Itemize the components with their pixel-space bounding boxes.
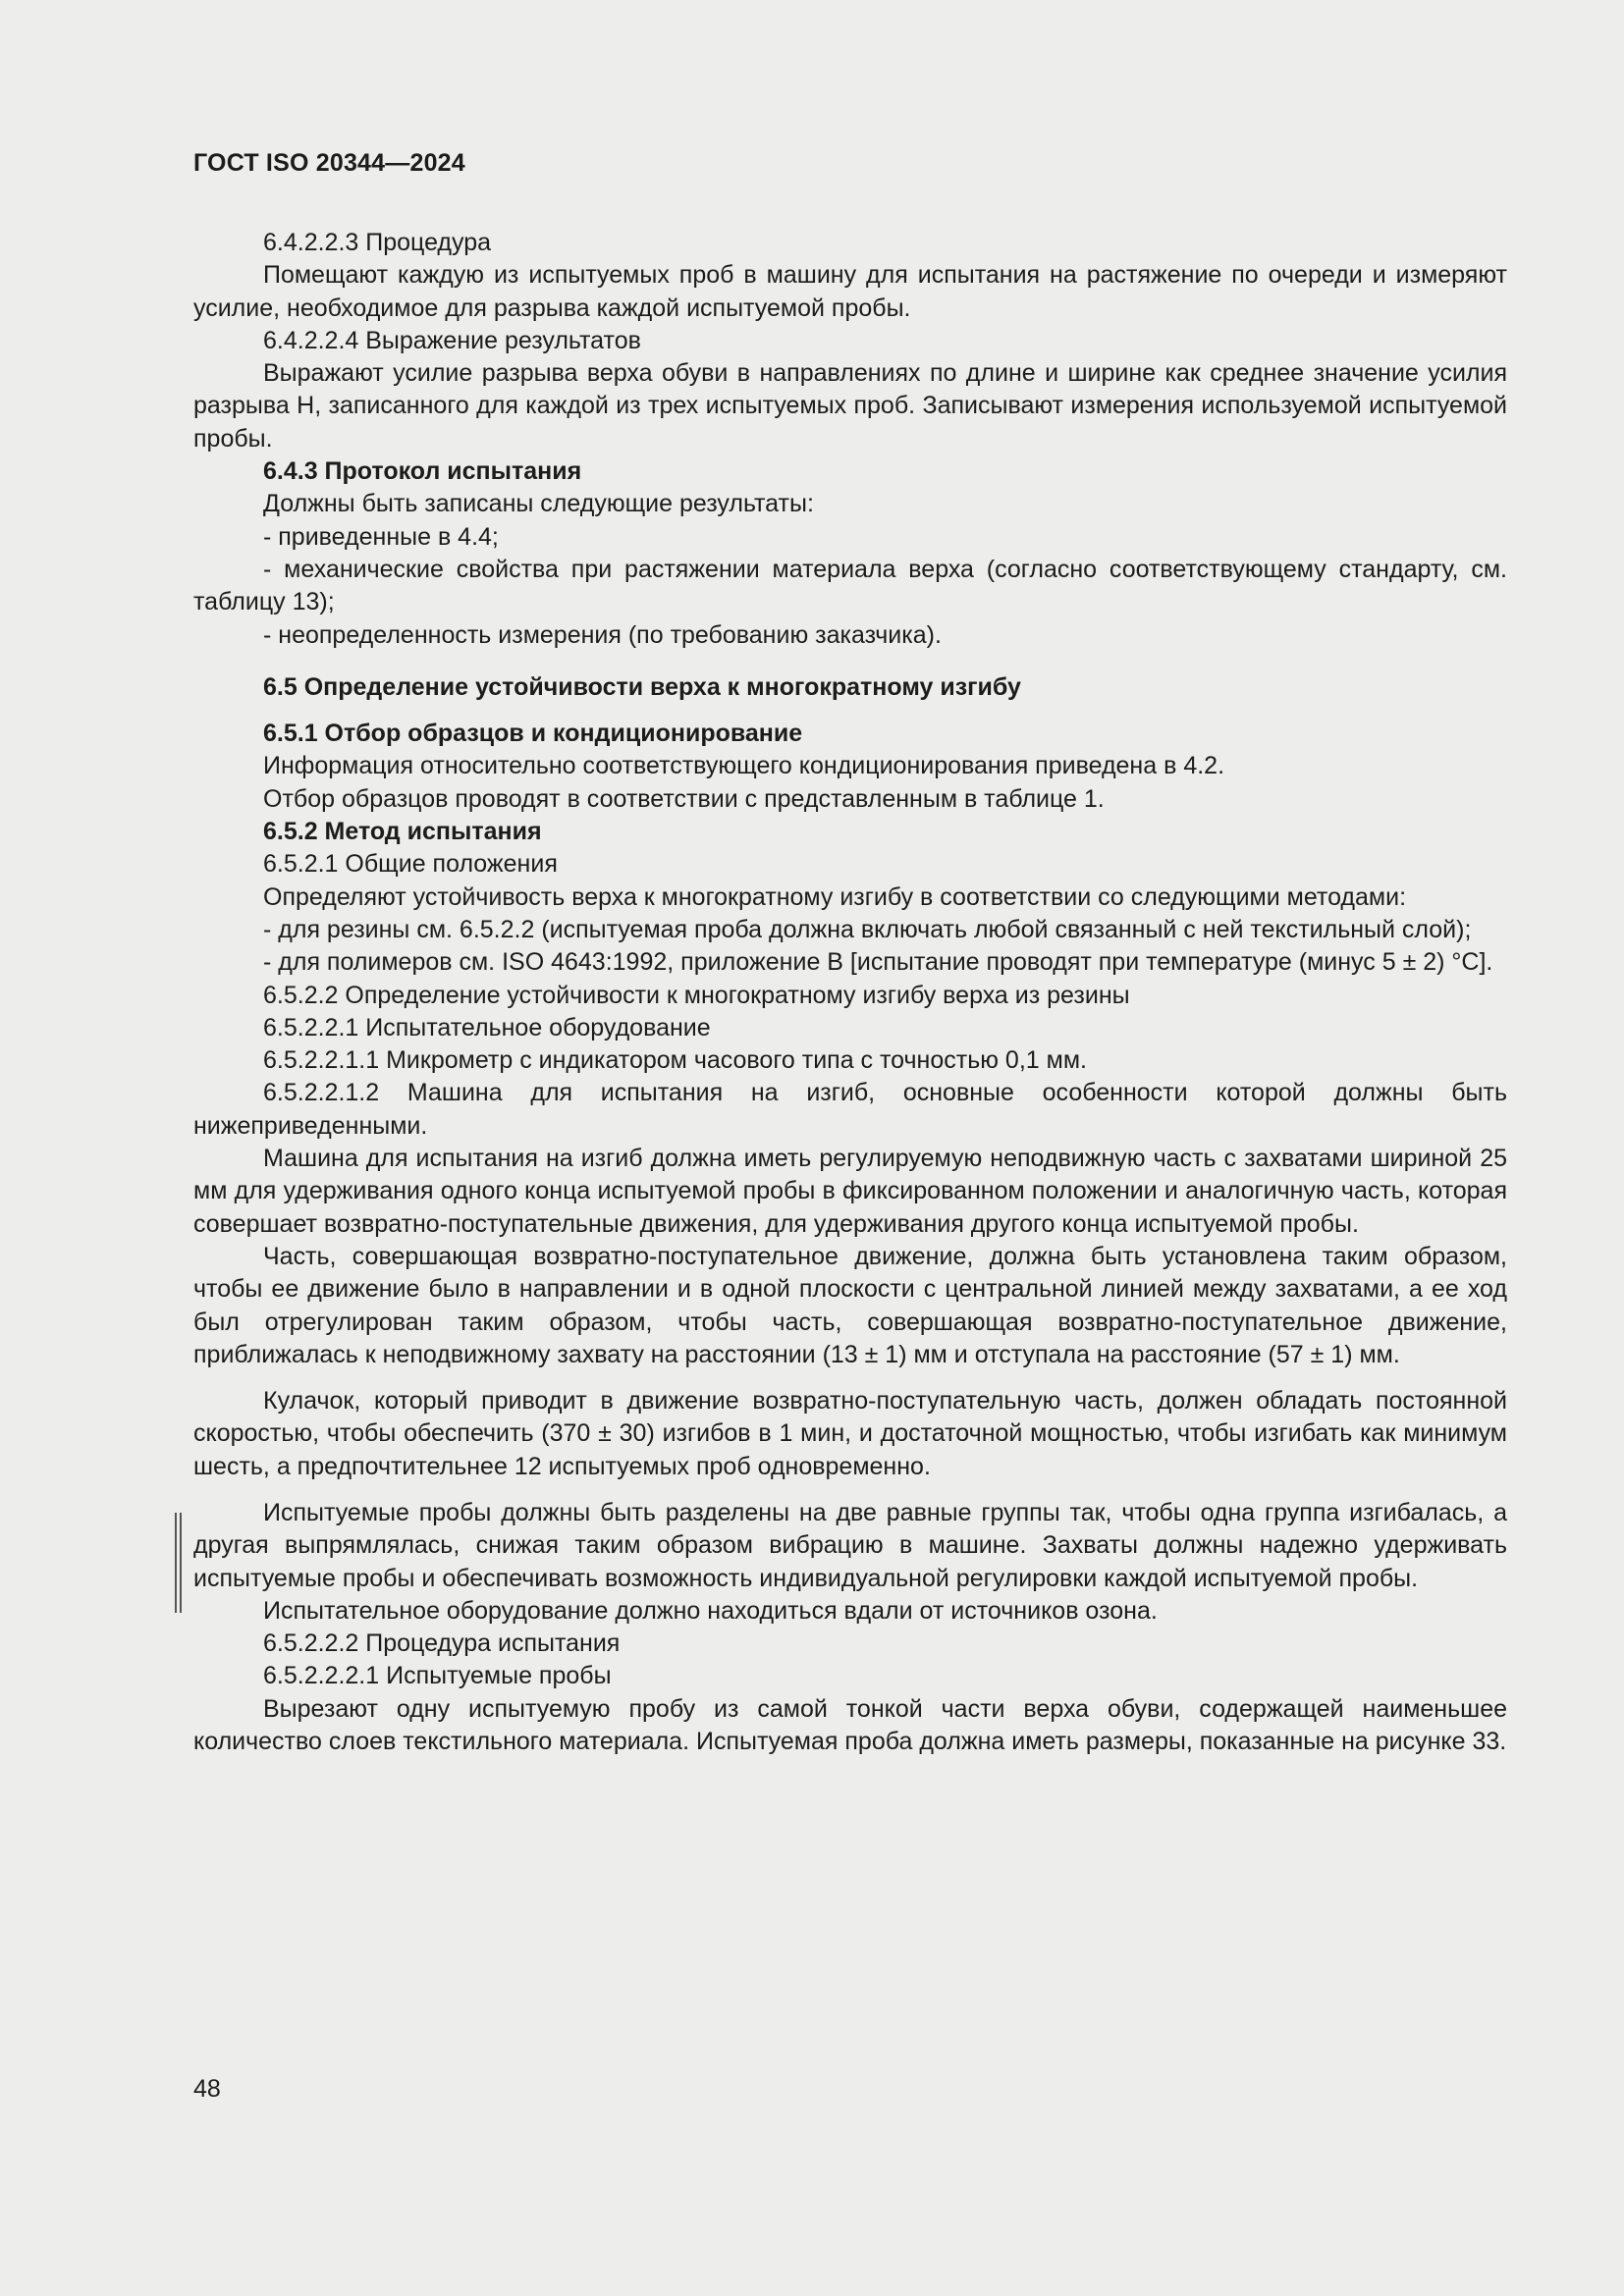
body-paragraph: Информация относительно соответствующего кондиционирования приведена в 4.2.: [263, 752, 1225, 780]
list-item: - для резины см. 6.5.2.2 (испытуемая проба должна включать любой связанный с ней текстильный слой);: [263, 915, 1472, 943]
subsection-heading: 6.5.2.1 Общие положения: [263, 850, 558, 879]
body-paragraph: Вырезают одну испытуемую пробу из самой тонкой части верха обуви, содержащей наименьшее количество слоев текстильного материала. Испытуемая проба должна иметь размеры, показанные на рисунке 33.: [193, 1694, 1507, 1756]
section-heading: 6.4.3 Протокол испытания: [263, 457, 582, 486]
body-paragraph: Определяют устойчивость верха к многократному изгибу в соответствии со следующими методами:: [263, 882, 1407, 911]
subsection-heading: 6.5.2.2.1 Испытательное оборудование: [263, 1013, 711, 1041]
document-body: [193, 227, 1507, 1758]
list-item: - неопределенность измерения (по требованию заказчика).: [263, 620, 942, 649]
body-paragraph: 6.5.2.2.1.1 Микрометр с индикатором часового типа с точностью 0,1 мм.: [263, 1046, 1087, 1075]
section-heading: 6.5.1 Отбор образцов и кондиционирование: [263, 720, 803, 748]
subsection-heading: 6.5.2.2.2.1 Испытуемые пробы: [263, 1662, 612, 1690]
list-item: - приведенные в 4.4;: [263, 522, 499, 551]
section-heading: 6.5 Определение устойчивости верха к многократному изгибу: [263, 672, 1021, 701]
body-paragraph: Помещают каждую из испытуемых проб в машину для испытания на растяжение по очереди и измеряют усилие, необходимое для разрыва каждой испытуемой пробы.: [193, 261, 1507, 322]
subsection-heading: 6.5.2.2.2 Процедура испытания: [263, 1629, 621, 1658]
revision-marker: [175, 1513, 182, 1613]
body-paragraph: Часть, совершающая возвратно-поступательное движение, должна быть установлена таким образом, чтобы ее движение было в направлении и в одной плоскости с центральной линией между захватами, а ее ход был отрегулирован таким образом, чтобы часть, совершающая возвратно-поступательное движение, приближалась к неподвижному захвату на расстоянии (13 ± 1) мм и отступала на расстояние (57 ± 1) мм.: [193, 1242, 1507, 1368]
list-item: - механические свойства при растяжении материала верха (согласно соответствующему стандарту, см. таблицу 13);: [193, 555, 1507, 616]
body-paragraph: Отбор образцов проводят в соответствии с представленным в таблице 1.: [263, 784, 1105, 813]
body-paragraph: Машина для испытания на изгиб должна иметь регулируемую неподвижную часть с захватами шириной 25 мм для удерживания одного конца испытуемой пробы в фиксированном положении и аналогичную часть, которая совершает возвратно-поступательные движения, для удерживания другого конца испытуемой пробы.: [193, 1145, 1507, 1238]
body-paragraph: Выражают усилие разрыва верха обуви в направлениях по длине и ширине как среднее значение усилия разрыва Н, записанного для каждой из трех испытуемых проб. Записывают измерения используемой испытуемой пробы.: [193, 359, 1507, 453]
subsection-heading: 6.5.2.2 Определение устойчивости к многократному изгибу верха из резины: [263, 981, 1130, 1009]
document-header: ГОСТ ISO 20344—2024: [193, 149, 465, 177]
body-paragraph: Испытуемые пробы должны быть разделены на две равные группы так, чтобы одна группа изгибалась, а другая выпрямлялась, снижая таким образом вибрацию в машине. Захваты должны надежно удерживать испытуемые пробы и обеспечивать возможность индивидуальной регулировки каждой испытуемой пробы.: [193, 1498, 1507, 1592]
list-item: - для полимеров см. ISO 4643:1992, приложение В [испытание проводят при температуре (минус 5 ± 2) °С].: [263, 948, 1493, 977]
body-paragraph: Испытательное оборудование должно находиться вдали от источников озона.: [263, 1596, 1158, 1625]
body-paragraph-revised: Кулачок, который приводит в движение возвратно-поступательную часть, должен обладать постоянной скоростью, чтобы обеспечить (370 ± 30) изгибов в 1 мин, и достаточной мощностью, чтобы изгибать как минимум шесть, а предпочтительнее 12 испытуемых проб одновременно.: [193, 1387, 1507, 1480]
page-number: 48: [193, 2075, 221, 2103]
body-paragraph: Должны быть записаны следующие результаты:: [263, 490, 814, 518]
body-paragraph: 6.5.2.2.1.2 Машина для испытания на изгиб, основные особенности которой должны быть нижеприведенными.: [193, 1079, 1507, 1140]
subsection-heading: 6.4.2.2.4 Выражение результатов: [263, 326, 641, 354]
section-heading: 6.5.2 Метод испытания: [263, 818, 542, 846]
subsection-heading: 6.4.2.2.3 Процедура: [263, 229, 492, 256]
